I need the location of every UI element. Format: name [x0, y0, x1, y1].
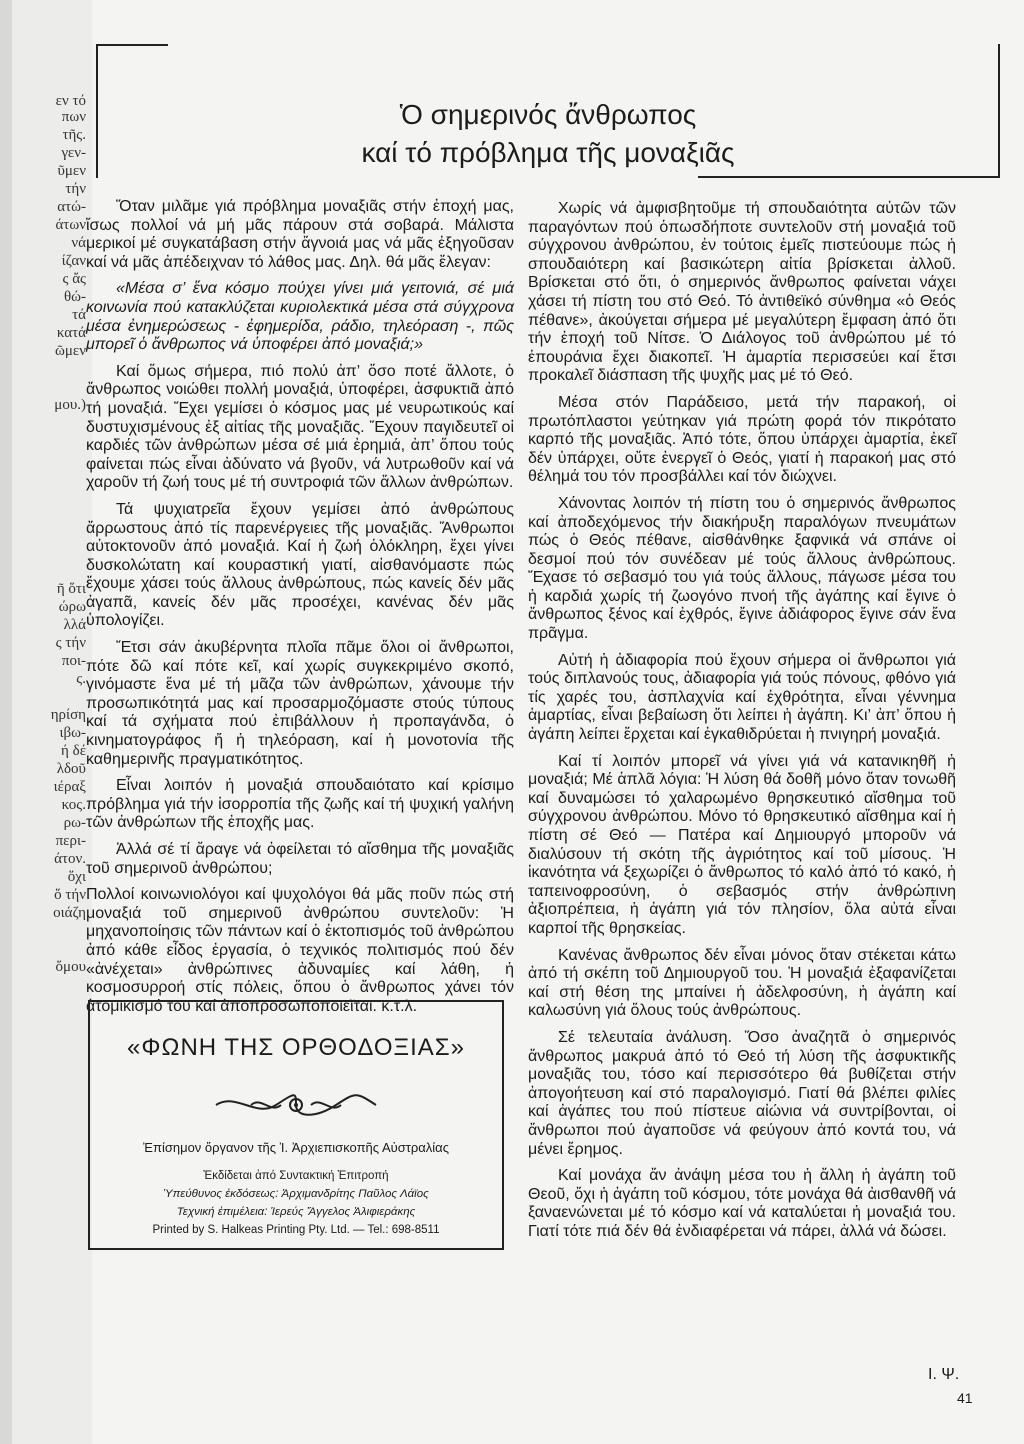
- margin-fragment: ὅμου: [55, 959, 86, 975]
- right-paragraph: Χάνοντας λοιπόν τή πίστη του ὁ σημερινός ἄνθρωπος καί ἀποδεχόμενος τήν διακήρυξη παραλόγων πνευμάτων πώς ὁ Θεός πέθανε, αἰσθάνθηκε ξαφνικά νά σπάνε οἱ δεσμοί πού τόν συνέδεαν μέ τούς ἄλλους ἀνθρώπους. Ἔχασε τό σεβασμό του γιά τούς ἄλλους, πάγωσε μέσα του ἡ καρδιά χωρίς τή ζωογόνο πνοή τῆς ἀγάπης καί ἔγινε ὁ ἄνθρωπος ξένος καί ἐχθρός, ἔγινε ἀδιάφορος ἔγινε σάν ἕνα πρᾶγμα.: [528, 494, 956, 643]
- publisher-line: Ὑπεύθυνος ἐκδόσεως: Ἀρχιμανδρίτης Παῦλος Λάϊος: [163, 1188, 429, 1200]
- left-margin-strip: [0, 0, 92, 1444]
- margin-fragment: τήν: [65, 181, 86, 197]
- margin-fragment: ιβω-: [59, 725, 86, 741]
- left-paragraph: Ἔτσι σάν ἀκυβέρνητα πλοῖα πᾶμε ὅλοι οἱ ἄνθρωποι, πότε δῶ καί πότε κεῖ, καί χωρίς συγκεκριμένο σκοπό, γινόμαστε ἕνα μέ τή μᾶζα τῶν ἀνθρώπων, χάνουμε τήν προσωπικότητά μας καί προσαρμοζόμαστε στούς τύπους καί τά σχήματα πού ἐπιβάλλουν ἡ προπαγάνδα, ὁ κινηματογράφος ἤ ἡ τηλεόραση, καί ἡ μονοτονία τῆς καθημερινῆς πραγματικότητος.: [86, 639, 514, 768]
- margin-fragment: οιάζη: [53, 905, 86, 921]
- publication-info-box: [88, 1000, 504, 1250]
- margin-fragment: τά: [72, 307, 86, 323]
- printer-line: Printed by S. Halkeas Printing Pty. Ltd. — Tel.: 698-8511: [152, 1224, 440, 1236]
- page-number: 41: [957, 1390, 973, 1406]
- margin-fragment: κος.: [61, 797, 86, 813]
- frame-top-line: [98, 44, 168, 46]
- right-paragraph: Αὐτή ἡ ἀδιαφορία πού ἔχουν σήμερα οἱ ἄνθρωποι γιά τούς διπλανούς τους, ἀδιαφορία γιά τούς πόνους, φθόνο γιά τίς χαρές του, ἀσπλαχνία καί ἐχθρότητα, εἶναι γέννημα ἁμαρτίας, εἶναι βεβαίωση ὅτι λείπει ἡ ἀγάπη. Κι’ ἀπ’ ὅπου ἡ ἀγάπη λείπει ἔρχεται καί ἐγκαθιδρύεται ἡ πνιγηρή μοναξιά.: [528, 651, 956, 744]
- margin-fragment: μου.): [54, 397, 86, 413]
- right-paragraph: Χωρίς νά ἀμφισβητοῦμε τή σπουδαιότητα αὐτῶν τῶν παραγόντων πού ὁπωσδήποτε συντελοῦν στή μοναξιά τοῦ σύγχρονου ἀνθρώπου, ἐν τούτοις ἐμεῖς πιστεύουμε πώς ἡ σπουδαιότερη καί βασικώτερη αἰτία βρίσκεται ἀλλοῦ. Βρίσκεται στό ὅτι, ὁ σημερινός ἄνθρωπος φαίνεται νάχει χάσει τή πίστη του στό Θεό. Τό ἀντιθεϊκό σύνθημα «ὁ Θεός πέθανε», ἀκούγεται σήμερα μέ μεγαλύτερη ἔμφαση ἀπό ὅτι τήν ἐποχή τοῦ Νίτσε. Ὁ Διάλογος τοῦ ἀνθρώπου μέ τό ἐπουράνια ἔχει διακοπεῖ. Ἡ ἁμαρτία περισσεύει καί ἔτσι προκαλεῖ διάσπαση τῆς ψυχῆς μας μέ τό Θεό.: [528, 200, 956, 385]
- article-title: Ὁ σημερινός ἄνθρωπος: [399, 99, 697, 130]
- margin-shadow: [0, 0, 12, 1444]
- title-frame: [96, 44, 1000, 178]
- right-paragraph: Καί τί λοιπόν μπορεῖ νά γίνει γιά νά κατανικηθῆ ἡ μοναξιά; Μέ ἁπλᾶ λόγια: Ἡ λύση θά δοθῆ μόνο ὅταν τονωθῆ καί δυναμώσει τό χαλαρωμένο θρησκευτικό αἴσθημα τοῦ σύγχρονου ἀνθρώπου. Μόνο τό θρησκευτικό αἴσθημα καί ἡ πίστη σέ Θεό — Πατέρα καί Δημιουργό μποροῦν νά διαλύσουν τή σκότη τῆς ἀγριότητος καί τοῦ μίσους. Ἡ ἱκανότητα νά ξεχωρίζει ὁ ἄνθρωπος τό καλό ἀπό τό κακό, ἡ ταπεινοφροσύνη, ὁ σεβασμός στήν ἀνθρώπινη ἀξιοπρέπεια, ἡ ἀγάπη γιά τόν πλησίον, ὅλα αὐτά εἶναι καρποί τῆς θρησκείας.: [528, 752, 956, 937]
- margin-fragment: ῆ ὅτι: [56, 581, 86, 597]
- ornament-icon: [211, 1088, 381, 1122]
- margin-fragment: τῆς.: [62, 127, 86, 143]
- margin-fragment: ῶμεν: [55, 343, 86, 359]
- right-paragraph: Σέ τελευταία ἀνάλυση. Ὅσο ἀναζητᾶ ὁ σημερινός ἄνθρωπος μακρυά ἀπό τό Θεό τή λύση τῆς ἀσφυκτικῆς μοναξιᾶς του, τόσο καί περισσότερο θά βυθίζεται στήν ἀπογοήτευση καί στό παραλογισμό. Γιατί θά βλέπει φιλίες καί ἀγάπες του πού πίστευε αἰώνια νά συντρίβονται, οἱ ἄνθρωποι πού ἀγαποῦσε νά φεύγουν ἀπό κοντά του, νά μένει ἔρημος.: [528, 1028, 956, 1158]
- left-paragraph: «Μέσα σ’ ἕνα κόσμο πούχει γίνει μιά γειτονιά, σέ μιά κοινωνία πού κατακλύζεται κυριολεκτικά μέσα στά σύγχρονα μέσα ἐνημερώσεως - ἐφημερίδα, ράδιο, τηλεόραση -, πῶς μπορεῖ ὁ ἄνθρωπος νά ὑποφέρει ἀπό μοναξιά;»: [86, 280, 514, 354]
- right-paragraph: Μέσα στόν Παράδεισο, μετά τήν παρακοή, οἱ πρωτόπλαστοι γεύτηκαν γιά πρώτη φορά τόν πικρότατο καρπό τῆς μοναξιᾶς. Ἀπό τότε, ὅπου ὑπάρχει ἁμαρτία, ἐκεῖ δέν ὑπάρχει, οὔτε ἐνεργεῖ ὁ Θεός, γιατί ἡ παρακοή μας στό θέλημά του τόν προσβάλλει καί τόν διώχνει.: [528, 393, 956, 486]
- left-paragraph: Ἀλλά σέ τί ἄραγε νά ὀφείλεται τό αἴσθημα τῆς μοναξιᾶς τοῦ σημερινοῦ ἀνθρώπου;: [86, 841, 514, 877]
- margin-fragment: κατά: [56, 325, 86, 341]
- left-column: [86, 198, 514, 1024]
- margin-fragment: ς τήν: [55, 635, 86, 651]
- publication-name: «ΦΩΝΗ ΤΗΣ ΟΡΘΟΔΟΞΙΑΣ»: [127, 1034, 465, 1061]
- official-organ-line: Ἐπίσημον ὄργανον τῆς Ἰ. Ἀρχιεπισκοπῆς Αὐστραλίας: [143, 1140, 449, 1155]
- margin-fragment: ώρω: [58, 599, 86, 615]
- right-column: [528, 200, 956, 1249]
- margin-fragment: ατώ-: [57, 199, 86, 215]
- margin-fragment: λλά: [63, 617, 86, 633]
- margin-fragment: άτον.: [54, 851, 86, 867]
- margin-fragment: πων: [61, 109, 86, 125]
- margin-fragment: ίζαν: [61, 253, 86, 269]
- margin-fragment: εν τό: [55, 93, 86, 109]
- left-paragraph: Τά ψυχιατρεῖα ἔχουν γεμίσει ἀπό ἀνθρώπους ἄρρωστους ἀπό τίς παρενέργειες τῆς μοναξιᾶς. Ἄνθρωποι αὐτοκτονοῦν ἀπό μοναξιά. Καί ἡ ζωή ὁλόκληρη, ἔχει γίνει δυσκολώτατη καί κουραστική γιατί, αἰσθανόμαστε πώς ἔχουμε χάσει τούς ἄλλους ἀνθρώπους, πώς κανείς δέν μᾶς ἀγαπᾶ, κανείς δέν μᾶς προσέχει, κανένας δέν μᾶς ὑπολογίζει.: [86, 500, 514, 630]
- right-paragraph: Καί μονάχα ἄν ἀνάψη μέσα του ἡ ἄλλη ἡ ἀγάπη τοῦ Θεοῦ, ὄχι ἡ ἀγάπη τοῦ κόσμου, τότε μονάχα θά ἀισθανθῆ νά ξαναενώνεται μέ τό κόσμο καί νά καταλύεται ἡ μοναξιά του. Γιατί τότε πιά δέν θά ἐνδιαφέρεται νά πάρει, ἀλλά νά δώσει.: [528, 1167, 956, 1240]
- left-paragraph: Καί ὅμως σήμερα, πιό πολύ ἀπ’ ὅσο ποτέ ἄλλοτε, ὁ ἄνθρωπος νοιώθει πολλή μοναξιά, ὑποφέρει, ἀσφυκτιᾶ ἀπό τή μοναξιά. Ἔχει γεμίσει ὁ κόσμος μας μέ νευρωτικούς καί δυστυχισμένους ἐξ αἰτίας τῆς μοναξιᾶς. Ἔχουν παγιδευτεῖ οἱ καρδιές τῶν ἀνθρώπων μέσα σέ μιά ἐρημιά, ἀπ’ ὅπου τούς φαίνεται πώς εἶναι ἀδύνατο νά βγοῦν, νά λυτρωθοῦν καί νά χαροῦν τή ζωή τους μέ τή συντροφιά τῶν ἄλλων ἀνθρώπων.: [86, 362, 514, 492]
- margin-fragment: ὅχι: [67, 869, 86, 885]
- margin-fragment: ς ἄς: [62, 271, 86, 287]
- author-signature: Ι. Ψ.: [928, 1366, 960, 1383]
- right-paragraph: Κανένας ἄνθρωπος δέν εἶναι μόνος ὅταν στέκεται κάτω ἀπό τή σκέπη τοῦ Δημιουργοῦ του. Ἡ μοναξιά ἐξαφανίζεται καί στή θέση της μπαίνει ἡ ἀδελφοσύνη, ἡ ἀγάπη καί καλωσύνη γιά ὅλους τούς ἀνθρώπους.: [528, 946, 956, 1020]
- technical-editor-line: Τεχνική ἐπιμέλεια: Ἱερεύς Ἄγγελος Ἀλιφιεράκης: [176, 1206, 416, 1218]
- margin-fragment: ρω-: [63, 815, 86, 831]
- margin-fragment: άτων: [55, 217, 86, 233]
- margin-fragment: ηρίση: [50, 707, 86, 723]
- left-paragraph: Εἶναι λοιπόν ἡ μοναξιά σπουδαιότατο καί κρίσιμο πρόβλημα γιά τήν ἰσορροπία τῆς ζωῆς καί τή ψυχική γαλήνη τῶν ἀνθρώπων τῆς ἐποχῆς μας.: [86, 777, 514, 832]
- margin-fragment: ὅ τήν: [54, 887, 86, 903]
- article-subtitle: καί τό πρόβλημα τῆς μοναξιᾶς: [361, 137, 735, 168]
- margin-fragment: ή δέ: [61, 743, 86, 759]
- margin-fragment: γεν-: [61, 145, 86, 161]
- margin-fragment: θώ-: [63, 289, 86, 305]
- margin-fragment: περι-: [55, 833, 86, 849]
- left-paragraph: Ὅταν μιλᾶμε γιά πρόβλημα μοναξιᾶς στήν ἐποχή μας, ἴσως πολλοί νά μή μᾶς πάρουν στά σοβαρά. Μάλιστα μερικοί μέ συγκατάβαση στήν ἄγνοιά μας νά μᾶς ἐξηγοῦσαν καί νά μᾶς ἀπέδειχναν τό λάθος μας. Δηλ. θά μᾶς ἔλεγαν:: [86, 198, 514, 271]
- margin-fragment: νά: [71, 235, 86, 251]
- frame-bottom-line: [698, 176, 998, 178]
- left-paragraph: Πολλοί κοινωνιολόγοι καί ψυχολόγοι θά μᾶς ποῦν πώς στή μοναξιά τοῦ σημερινοῦ ἀνθρώπου συντελοῦν: Ἡ μηχανοποίησις τῶν πάντων καί ὁ ἐκτοπισμός τοῦ ἀνθρώπου ἀπό κάθε εἶδος ἐργασία, ὁ τεχνικός πολιτισμός πού δέν «ἀνέχεται» ἀνθρώπινες ἀδυναμίες καί λάθη, ἡ κοσμοσυρροή στίς πόλεις, ὅπου ὁ ἄνθρωπος χάνει τόν ἀτομικισμό του καί ἀποπροσωποποιεῖται. κ.τ.λ.: [86, 886, 514, 1015]
- margin-fragment: ιέραξ: [53, 779, 86, 795]
- margin-fragment: ποι-: [61, 653, 86, 669]
- margin-fragment: ς.: [76, 671, 86, 687]
- margin-fragment: λδοῦ: [56, 761, 86, 777]
- editorial-line: Ἐκδίδεται ἀπό Συντακτική Ἐπιτροπή: [203, 1170, 389, 1182]
- margin-fragment: ῦμεν: [57, 163, 86, 179]
